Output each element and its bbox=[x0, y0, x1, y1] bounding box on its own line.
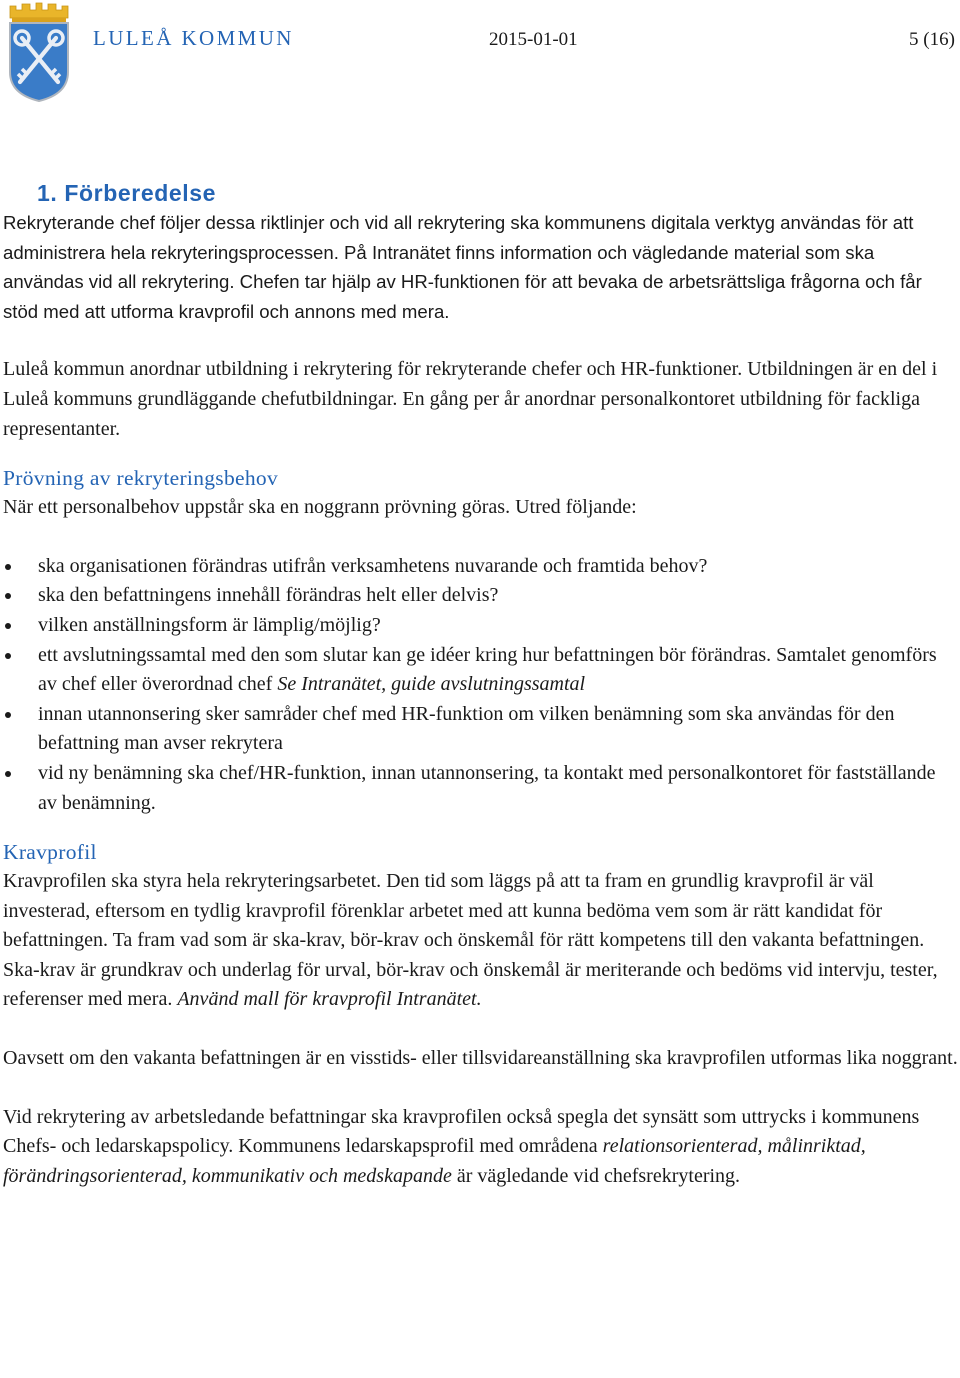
document-body bbox=[3, 178, 958, 1191]
kravprofil-paragraph-3: Vid rekrytering av arbetsledande befattningar ska kravprofilen också spegla det synsätt som uttrycks i kommunens Chefs- och ledarskapspolicy. Kommunens ledarskapsprofil med områdena relationsorienterad, målinriktad, förändringsorienterad, kommunikativ och medskapande är vägledande vid chefsrekrytering. bbox=[3, 1105, 920, 1187]
list-item: innan utannonsering sker samråder chef med HR-funktion om vilken benämning som ska användas för den befattning man avser rekrytera bbox=[3, 700, 958, 759]
section-heading-forberedelse: 1. Förberedelse bbox=[37, 180, 217, 206]
subheading-kravprofil: Kravprofil bbox=[3, 840, 97, 865]
forberedelse-paragraph-2: Luleå kommun anordnar utbildning i rekrytering för rekryterande chefer och HR-funktioner. Utbildningen är en del i Luleå kommuns grundläggande chefutbildningar. En gång per år anordnar personalkontoret utbildning för fackliga representanter. bbox=[3, 358, 938, 440]
list-item: vilken anställningsform är lämplig/möjlig? bbox=[3, 611, 958, 641]
provning-intro: När ett personalbehov uppstår ska en noggrann prövning göras. Utred följande: bbox=[3, 496, 637, 519]
kravprofil-template-reference: Använd mall för kravprofil Intranätet. bbox=[177, 988, 482, 1011]
header-date: 2015-01-01 bbox=[489, 29, 578, 50]
page-number: 5 (16) bbox=[909, 29, 955, 50]
forberedelse-paragraph-1: Rekryterande chef följer dessa riktlinjer och vid all rekrytering ska kommunens digitala verktyg användas för att administrera hela rekryteringsprocessen. På Intranätet finns information och vägledande material som ska användas vid all rekrytering. Chefen tar hjälp av HR-funktionen för att bevaka de arbetsrättsliga frågorna och får stöd med att utforma kravprofil och annons med mera. bbox=[3, 212, 922, 322]
leadership-areas: relationsorienterad, målinriktad, förändringsorienterad, kommunikativ och medskapande bbox=[3, 1135, 866, 1187]
kravprofil-paragraph-1: Kravprofilen ska styra hela rekryteringsarbetet. Den tid som läggs på att ta fram en grundlig kravprofil är väl investerad, eftersom en tydlig kravprofil förenklar arbetet med att kunna bedöma vem som är rätt kandidat för befattningen. Ta fram vad som är ska-krav, bör-krav och önskemål för rätt kompetens till den vakanta befattningen. Ska-krav är grundkrav och underlag för urval, bör-krav och önskemål är meriterande och bedöms vid intervju, tester, referenser med mera. Använd mall för kravprofil Intranätet. bbox=[3, 870, 938, 1011]
kravprofil-paragraph-2: Oavsett om den vakanta befattningen är en visstids- eller tillsvidareanställning ska kravprofilen utformas lika noggrant. bbox=[3, 1047, 958, 1070]
intranet-guide-reference: Se Intranätet, guide avslutningssamtal bbox=[277, 673, 586, 696]
municipal-crest-icon bbox=[4, 2, 74, 102]
organization-name: LULEÅ KOMMUN bbox=[93, 26, 294, 50]
list-item: ett avslutningssamtal med den som slutar kan ge idéer kring hur befattningen bör förändras. Samtalet genomförs av chef eller överordnad chef Se Intranätet, guide avslutningssamtal bbox=[3, 641, 958, 700]
subheading-provning: Prövning av rekryteringsbehov bbox=[3, 466, 279, 491]
provning-bullet-list bbox=[3, 552, 958, 818]
list-item: ska organisationen förändras utifrån verksamhetens nuvarande och framtida behov? bbox=[3, 552, 958, 582]
list-item: vid ny benämning ska chef/HR-funktion, innan utannonsering, ta kontakt med personalkontoret för fastställande av benämning. bbox=[3, 759, 958, 818]
list-item: ska den befattningens innehåll förändras helt eller delvis? bbox=[3, 581, 958, 611]
